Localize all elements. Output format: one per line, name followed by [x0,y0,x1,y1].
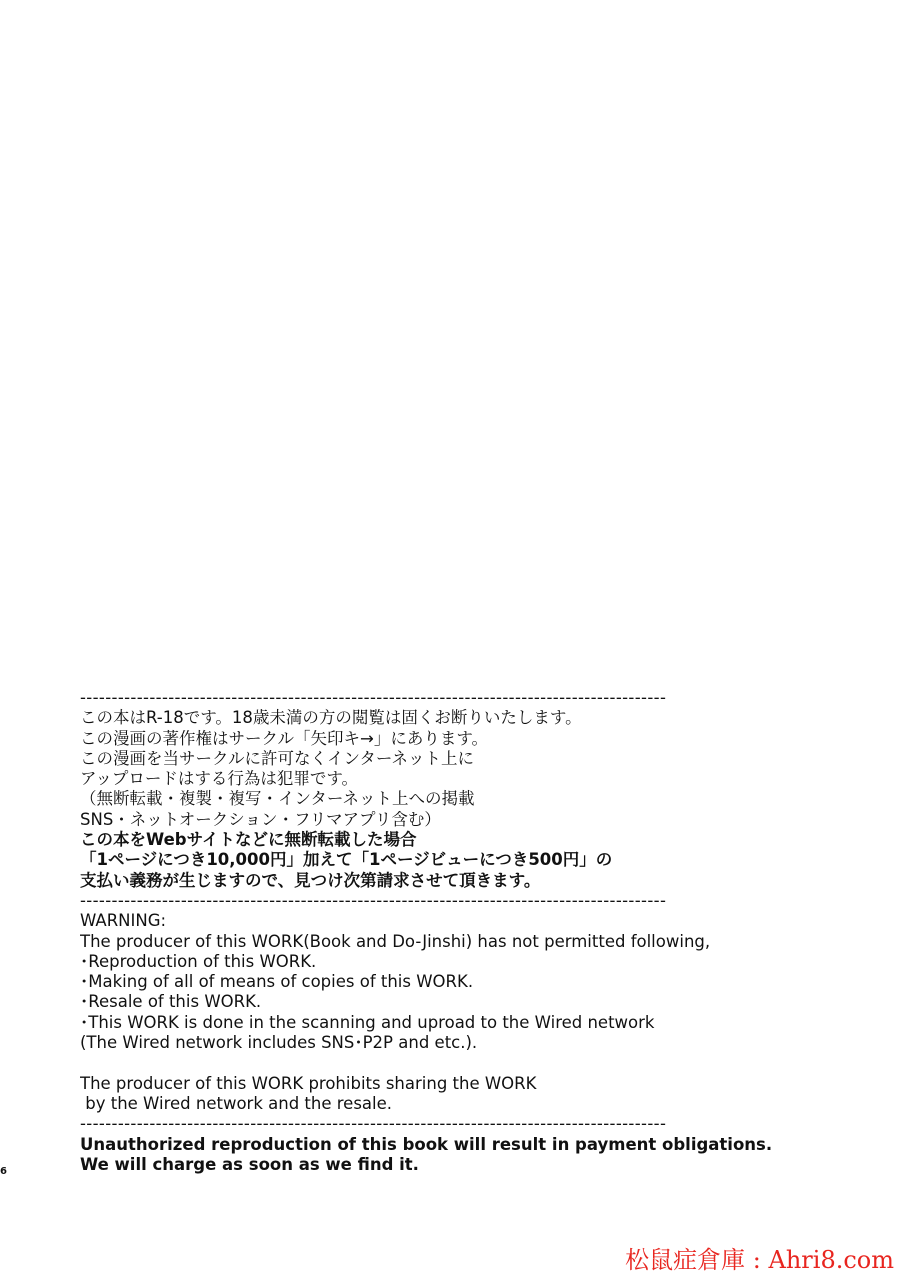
copyright-notice [80,688,820,1175]
jp-line-upload-2: アップロードはする行為は犯罪です。 [80,769,359,789]
jp-line-scope-1: （無断転載・複製・複写・インターネット上への掲載 [80,789,475,809]
japanese-notice [80,708,820,891]
warning-line-5: ･This WORK is done in the scanning and uproad to the Wired network [80,1012,655,1032]
divider-top: --------------------------------------------------------------------------------------------- [80,688,667,707]
closing-line-1: The producer of this WORK prohibits sharing the WORK [80,1073,537,1093]
spacer [80,1053,820,1073]
jp-line-r18: この本はR-18です。18歳未満の方の閲覧は固くお断りいたします。 [80,708,582,728]
divider-bottom: --------------------------------------------------------------------------------------------- [80,1114,667,1134]
warning-line-1: The producer of this WORK(Book and Do-Jinshi) has not permitted following, [80,931,711,951]
warning-line-6: (The Wired network includes SNS･P2P and etc.). [80,1033,478,1053]
warning-line-3: ･Making of all of means of copies of this WORK. [80,972,474,992]
watermark: 松鼠症倉庫 : Ahri8.com [625,1246,894,1274]
jp-line-upload-1: この漫画を当サークルに許可なくインターネット上に [80,748,475,768]
jp-line-scope-2: SNS・ネットオークション・フリマアプリ含む） [80,809,441,829]
jp-line-copyright: この漫画の著作権はサークル「矢印キ→」にあります。 [80,728,489,748]
closing-line-2: by the Wired network and the resale. [80,1093,393,1113]
jp-bold-line-1: この本をWebサイトなどに無断転載した場合 [80,830,417,850]
warning-line-4: ･Resale of this WORK. [80,992,262,1012]
final-notice [80,1135,820,1176]
page-number: 6 [0,1166,7,1177]
final-line-2: We will charge as soon as we find it. [80,1154,419,1174]
warning-line-2: ･Reproduction of this WORK. [80,951,317,971]
divider-middle: --------------------------------------------------------------------------------------------- [80,890,667,910]
final-line-1: Unauthorized reproduction of this book will result in payment obligations. [80,1134,773,1154]
english-warning [80,911,820,1114]
jp-bold-line-3: 支払い義務が生じますので、見つけ次第請求させて頂きます。 [80,870,541,890]
jp-bold-line-2: 「1ページにつき10,000円」加えて「1ページビューにつき500円」の [80,850,613,870]
warning-heading: WARNING: [80,911,167,931]
